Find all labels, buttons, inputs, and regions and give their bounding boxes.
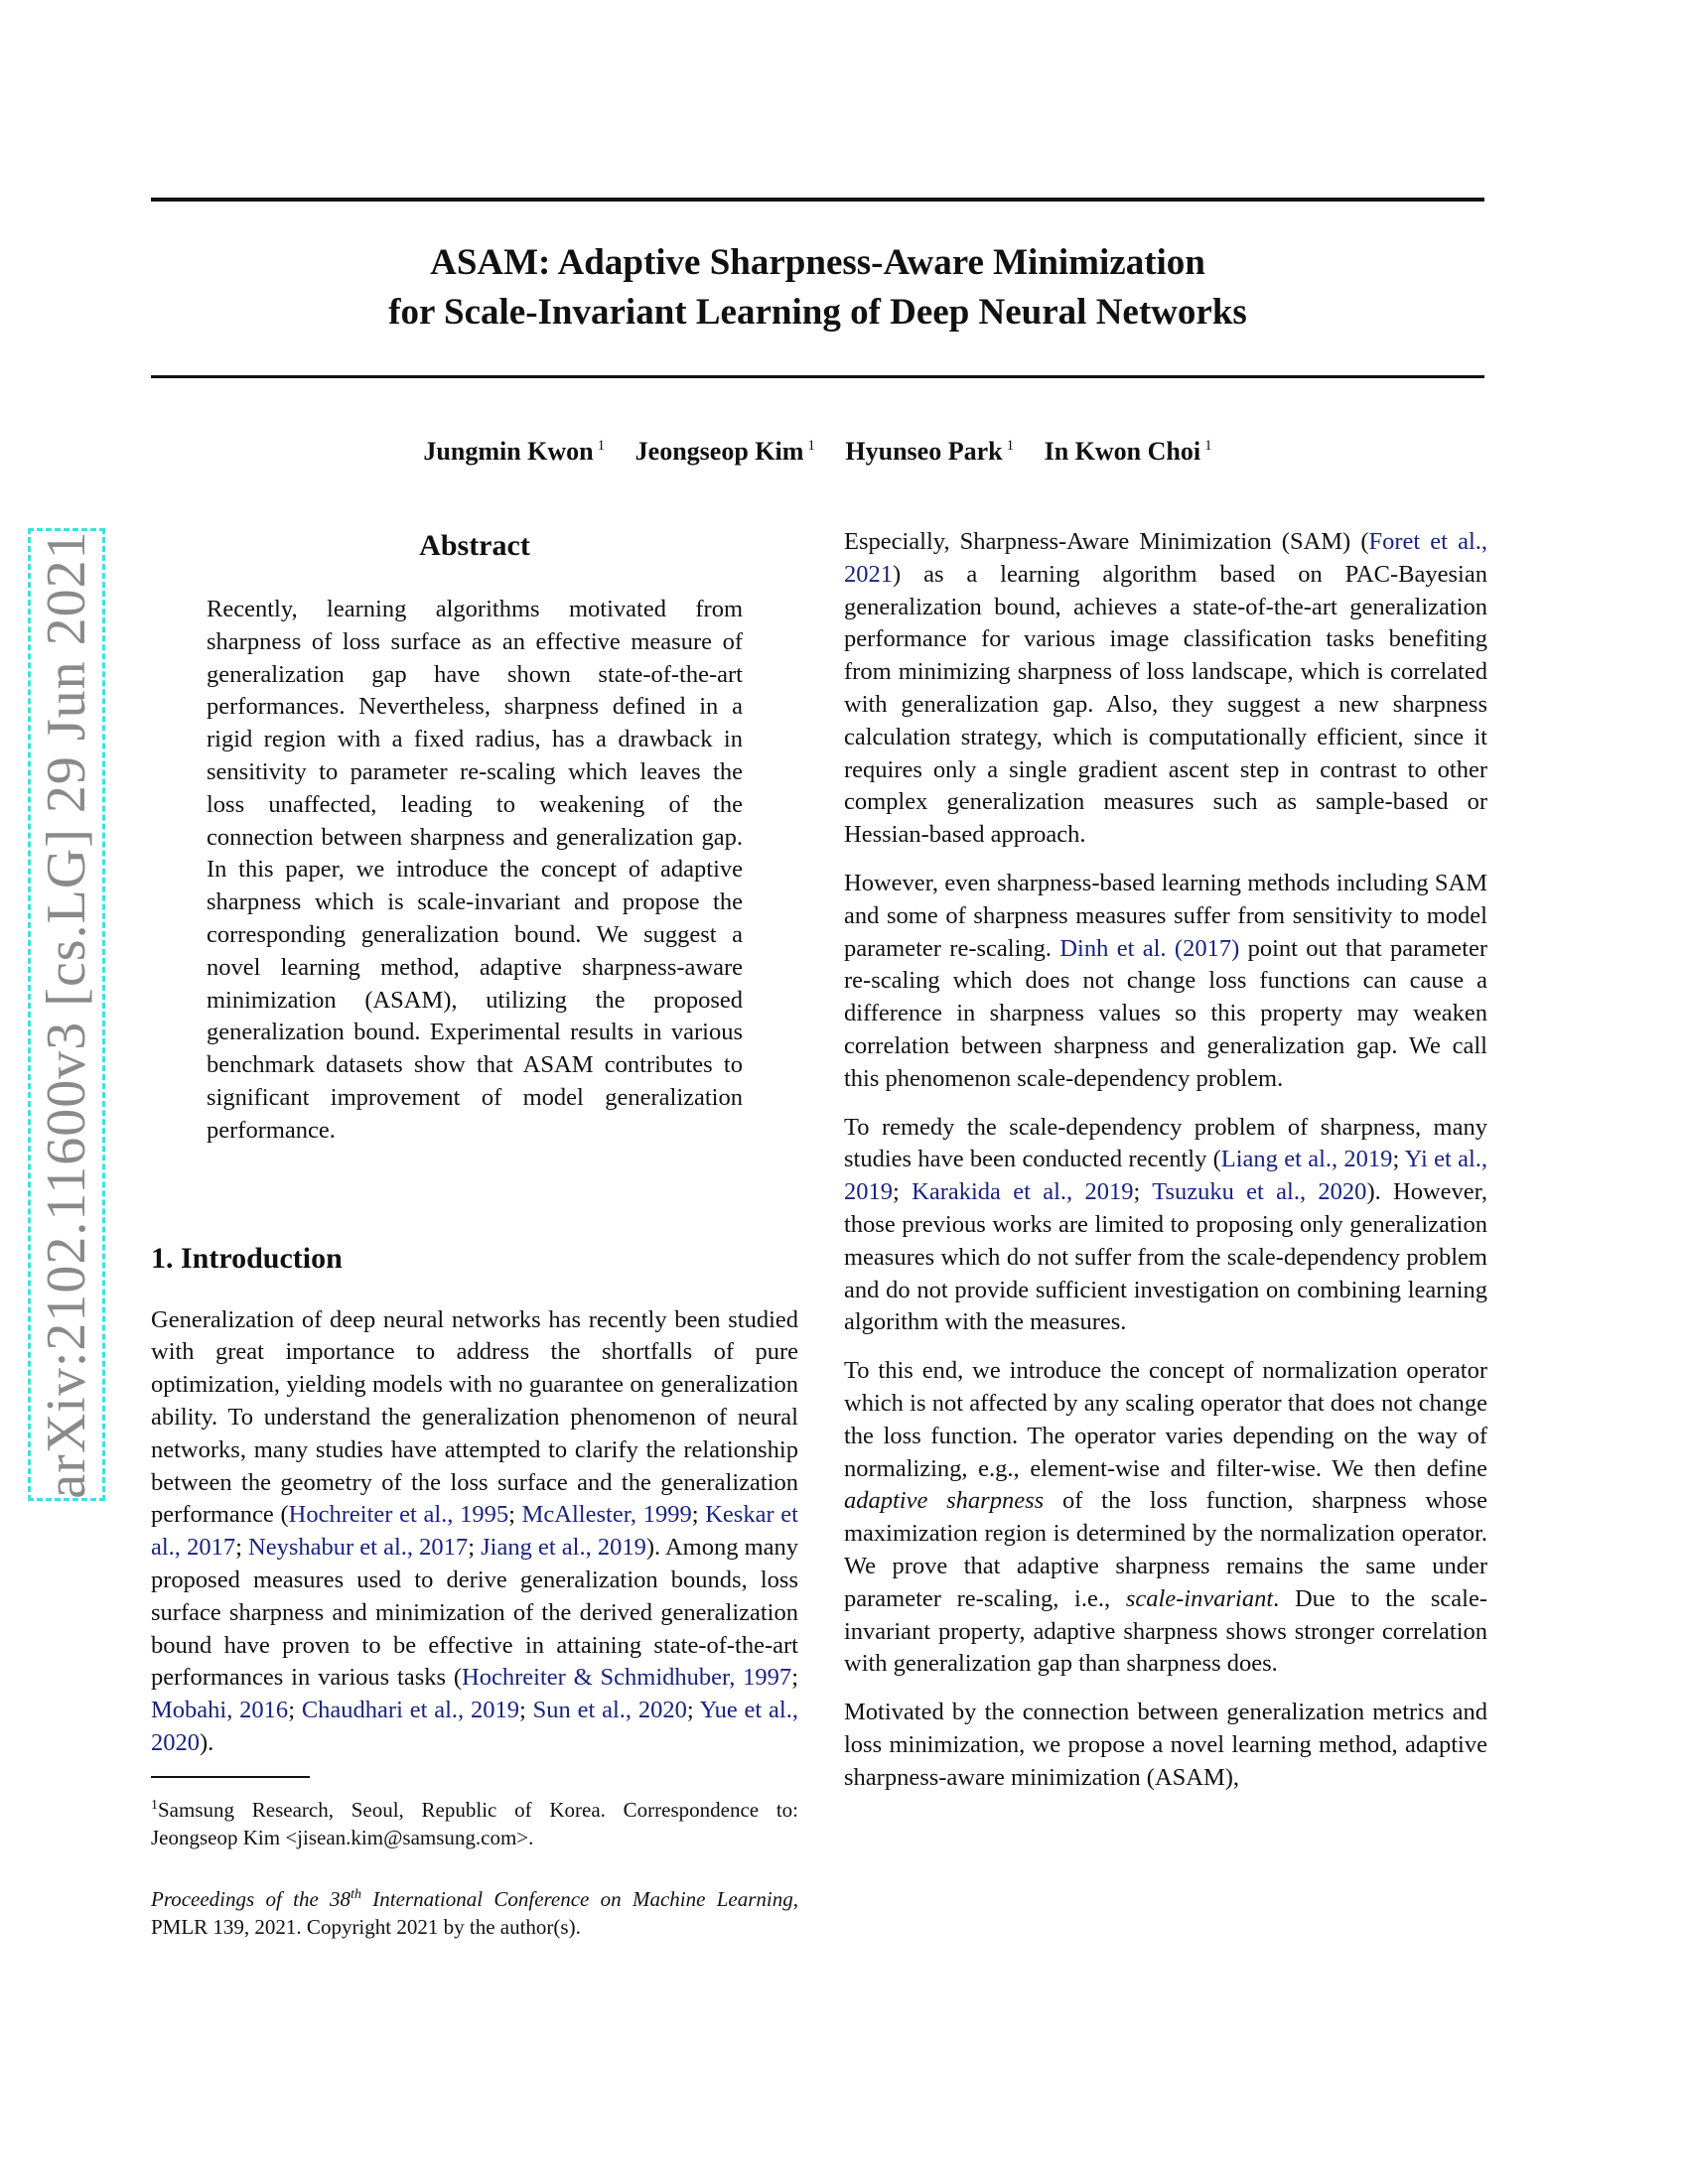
left-column (151, 526, 798, 1941)
citation-link[interactable]: Karakida et al., 2019 (912, 1178, 1134, 1206)
intro-paragraph-1: Generalization of deep neural networks has recently been studied with great importance to address the shortfalls of pure optimization, yielding models with no guarantee on generalization ability. To understand the generalization phenomenon of neural networks, many studies have attempted to clarify the relationship between the geometry of the loss surface and the generalization performance (Hochreiter et al., 1995; McAllester, 1999; Keskar et al., 2017; Neyshabur et al., 2017; Jiang et al., 2019). Among many proposed measures used to derive generalization bounds, loss surface sharpness and minimization of the derived generalization bound have proven to be effective in attaining state-of-the-art performances in various tasks (Hochreiter & Schmidhuber, 1997; Mobahi, 2016; Chaudhari et al., 2019; Sun et al., 2020; Yue et al., 2020). (151, 1305, 799, 1756)
footnote-mark: 1 (151, 1797, 158, 1813)
arxiv-stamp[interactable] (28, 528, 105, 1501)
text-run: ) as a learning algorithm based on PAC-Bayesian generalization bound, achieves a state-of-the-art generalization performance for various image classification tasks benefiting from minimizing sharpness of loss landscape, which is correlated with generalization gap. Also, they suggest a new sharpness calculation strategy, which is computationally efficient, since it requires only a single gradient ascent step in contrast to other complex generalization measures such as sample-based or Hessian-based approach. (844, 560, 1487, 849)
right-column (844, 526, 1487, 1810)
title-line-1: ASAM: Adaptive Sharpness-Aware Minimization (430, 242, 1205, 283)
author-name: Hyunseo Park (845, 437, 1003, 466)
title-line-2: for Scale-Invariant Learning of Deep Neural Networks (388, 292, 1247, 333)
arxiv-identifier[interactable]: arXiv:2102.11600v3 [cs.LG] 29 Jun 2021 (36, 530, 97, 1499)
text-run: To remedy the scale-dependency problem of sharpness, many studies have been conducted recently ( (844, 1113, 1487, 1173)
citation-link[interactable]: Foret et al., 2021 (844, 528, 1488, 588)
author-name: Jungmin Kwon (423, 437, 594, 466)
affiliation-mark: 1 (1006, 438, 1015, 455)
intro-paragraph-4: To remedy the scale-dependency problem of sharpness, many studies have been conducted recently (Liang et al., 2019; Yi et al., 2019; Karakida et al., 2019; Tsuzuku et al., 2020). However, those previous works are limited to proposing only generalization measures which do not suffer from the scale-dependency problem and do not provide sufficient investigation on combining learning algorithm with the measures. (844, 1113, 1487, 1336)
title-top-rule (151, 198, 1484, 202)
author-list (151, 437, 1484, 467)
intro-paragraph-2 (844, 526, 1487, 852)
citation-link[interactable]: Sun et al., 2020 (532, 1697, 687, 1724)
citation-link[interactable]: McAllester, 1999 (521, 1501, 692, 1529)
emphasis-term: adaptive sharpness (844, 1487, 1045, 1515)
footnote-divider (151, 1776, 310, 1778)
text-run: Especially, Sharpness-Aware Minimization (SAM) ( (844, 528, 1369, 555)
citation-link[interactable]: Chaudhari et al., 2019 (301, 1697, 519, 1724)
text-run: Generalization of deep neural networks has recently been studied with great importance to address the shortfalls of pure optimization, yielding models with no guarantee on generalization ability. To understand the generalization phenomenon of neural networks, many studies have attempted to clarify the relationship between the geometry of the loss surface and the generalization performance ( (151, 1305, 798, 1529)
text-run: . Due to the scale-invariant property, adaptive sharpness shows stronger correlation with generalization gap than sharpness does. (844, 1584, 1487, 1678)
citation-link[interactable]: Liang et al., 2019 (1220, 1146, 1393, 1173)
intro-paragraph-6 (844, 1697, 1487, 1794)
citation-link[interactable]: Hochreiter & Schmidhuber, 1997 (462, 1664, 792, 1692)
citation-link[interactable]: Neyshabur et al., 2017 (248, 1534, 469, 1562)
author-name: In Kwon Choi (1044, 437, 1201, 466)
citation-link[interactable]: Yue et al., 2020 (151, 1697, 798, 1756)
paper-title (151, 238, 1484, 338)
footnote-text: Samsung Research, Seoul, Republic of Korea. Correspondence to: Jeongseop Kim <jisean.kim@samsung.com>. (151, 1797, 798, 1849)
intro-paragraph-3 (844, 868, 1487, 1096)
text-run: ). (200, 1728, 214, 1756)
affiliation-mark: 1 (807, 438, 815, 455)
abstract-heading: Abstract (419, 529, 530, 562)
section-heading-introduction: 1. Introduction (151, 1241, 343, 1275)
citation-link[interactable]: Tsuzuku et al., 2020 (1152, 1178, 1367, 1206)
text-run: To this end, we introduce the concept of normalization operator which is not affected by any scaling operator that does not change the loss function. The operator varies depending on the way of normalizing, e.g., element-wise and filter-wise. We then define (844, 1357, 1487, 1482)
author (423, 437, 605, 466)
citation-link[interactable]: Mobahi, 2016 (151, 1697, 289, 1724)
affiliation-footnote (151, 1792, 798, 1851)
intro-paragraph-5 (844, 1355, 1487, 1681)
text-run: However, even sharpness-based learning methods including SAM and some of sharpness measures suffer from sensitivity to model parameter re-scaling. (844, 869, 1487, 962)
text-run: of the loss function, sharpness whose maximization region is determined by the normalization operator. We prove that adaptive sharpness remains the same under parameter re-scaling, i.e., (844, 1487, 1487, 1612)
proceedings-venue (151, 1887, 793, 1911)
citation-link[interactable]: Dinh et al. (2017) (1059, 934, 1240, 962)
text-run: ). Among many proposed measures used to derive generalization bounds, loss surface sharpness and minimization of the derived generalization bound have proven to be effective in attaining state-of-the-art performances in various tasks ( (151, 1534, 799, 1692)
emphasis-term: scale-invariant (1125, 1584, 1274, 1612)
affiliation-mark: 1 (597, 438, 606, 455)
text-run: point out that parameter re-scaling which does not change loss functions can cause a difference in sharpness values so this property may weaken correlation between sharpness and generalization gap. We call this phenomenon scale-dependency problem. (844, 934, 1487, 1092)
author (1045, 437, 1212, 466)
text-run: Proceedings of the 38 (151, 1886, 352, 1911)
citation-link[interactable]: Keskar et al., 2017 (151, 1501, 798, 1562)
text-run: ). However, those previous works are limited to proposing only generalization measures which do not suffer from the scale-dependency problem and do not provide sufficient investigation on combining learning algorithm with the measures. (844, 1178, 1487, 1336)
proceedings-note (151, 1881, 798, 1941)
affiliation-mark: 1 (1204, 438, 1212, 455)
abstract-body: Recently, learning algorithms motivated from sharpness of loss surface as an effective measure of generalization gap have shown state-of-the-art performances. Nevertheless, sharpness defined in a rigid region with a fixed radius, has a drawback in sensitivity to parameter re-scaling which leaves the loss unaffected, leading to weakening of the connection between sharpness and generalization gap. In this paper, we introduce the concept of adaptive sharpness which is scale-invariant and propose the corresponding generalization bound. We suggest a novel learning method, adaptive sharpness-aware minimization (ASAM), utilizing the proposed generalization bound. Experimental results in various benchmark datasets show that ASAM contributes to significant improvement of model generalization performance. (207, 596, 743, 1144)
citation-link[interactable]: Jiang et al., 2019 (481, 1534, 646, 1562)
ordinal-suffix: th (351, 1886, 361, 1902)
copyright-text: , PMLR 139, 2021. Copyright 2021 by the author(s). (151, 1886, 798, 1939)
title-bottom-rule (151, 375, 1484, 378)
author (635, 437, 815, 466)
author-name: Jeongseop Kim (634, 437, 804, 466)
text-run: Motivated by the connection between generalization metrics and loss minimization, we propose a novel learning method, adaptive sharpness-aware minimization (ASAM), (844, 1699, 1487, 1791)
text-run: International Conference on Machine Learning (360, 1886, 793, 1911)
citation-link[interactable]: Yi et al., 2019 (844, 1146, 1487, 1206)
author (845, 437, 1014, 466)
citation-link[interactable]: Hochreiter et al., 1995 (288, 1501, 509, 1529)
